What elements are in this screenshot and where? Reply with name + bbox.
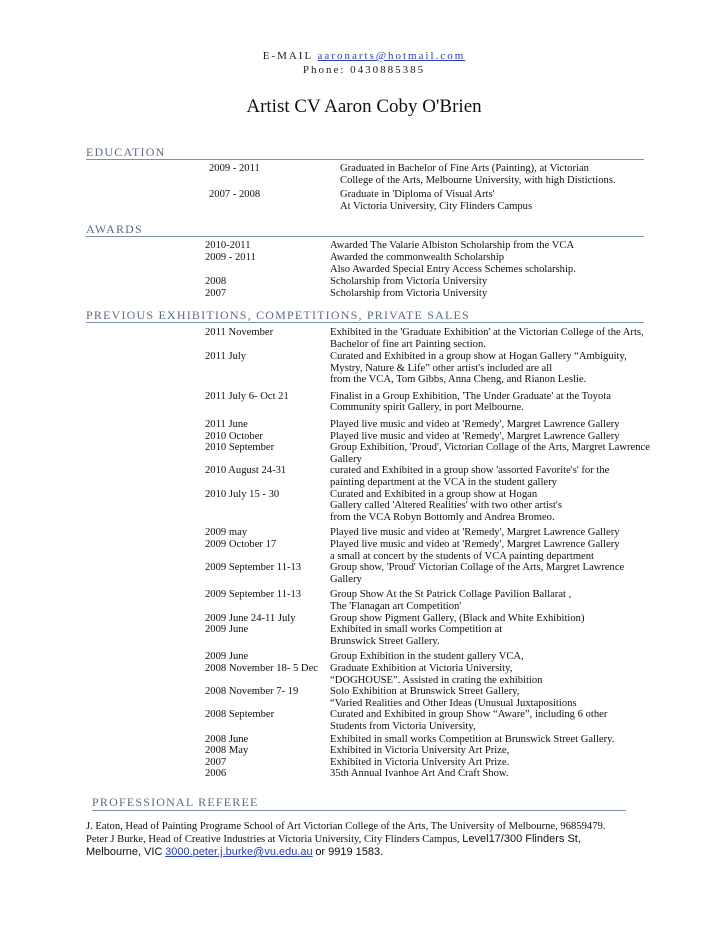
entry-date: 2011 June <box>205 419 248 430</box>
entry-text: Exhibited in small works Competition at Brunswick Street Gallery. <box>330 733 615 745</box>
entry-date: 2010 September <box>205 442 275 454</box>
entry-text: Played live music and video at 'Remedy', Margret Lawrence Gallery <box>330 539 620 550</box>
entry-date: 2008 November 18- 5 Dec <box>205 663 318 674</box>
entry-text: from the VCA Robyn Bottomly and Andrea Bromeo. <box>330 511 555 523</box>
exhibitions-heading: PREVIOUS EXHIBITIONS, COMPETITIONS, PRIVATE SALES <box>86 308 470 322</box>
entry-text: curated and Exhibited in a group show 'assorted Favorite's' for the <box>330 465 610 477</box>
entry-text: Bachelor of fine art Painting section. <box>330 338 486 350</box>
entry-date: 2006 <box>205 768 227 780</box>
entry-text: Gallery <box>330 573 362 585</box>
entry-text: Awarded The Valarie Albiston Scholarship from the VCA <box>330 240 575 251</box>
entry-date: 2007 - 2008 <box>209 189 261 200</box>
entry-text: painting department at the VCA in the student gallery <box>330 477 557 488</box>
referee-line-3 <box>86 846 644 859</box>
entry-text: Solo Exhibition at Brunswick Street Gallery, <box>330 686 520 698</box>
referee-heading: PROFESSIONAL REFEREE <box>92 795 259 809</box>
entry-text: Community spirit Gallery, in port Melbourne. <box>330 402 524 414</box>
entry-text: Played live music and video at 'Remedy', Margret Lawrence Gallery <box>330 419 620 430</box>
entry-date: 2009 - 2011 <box>209 163 260 174</box>
education-divider <box>86 159 644 160</box>
entry-text: Gallery called 'Altered Realities' with two other artist's <box>330 500 562 512</box>
entry-date: 2009 June 24-11 July <box>205 612 296 624</box>
referee-email-link[interactable]: 3000.peter.j.burke@vu.edu.au <box>165 846 313 858</box>
entry-date: 2008 <box>205 276 227 287</box>
entry-text: Played live music and video at 'Remedy', Margret Lawrence Gallery <box>330 527 620 539</box>
entry-text: Group Exhibition in the student gallery VCA, <box>330 651 524 663</box>
entry-text: a small at concert by the students of VCA painting department <box>330 550 595 562</box>
entry-text: Mystry, Nature & Life” other artist's included are all <box>330 362 553 374</box>
entry-date: 2008 May <box>205 745 249 757</box>
entry-date: 2008 June <box>205 733 249 745</box>
entry-date: 2008 September <box>205 709 275 721</box>
awards-divider <box>86 236 644 237</box>
entry-text: At Victoria University, City Flinders Campus <box>340 201 533 212</box>
entry-text: Graduated in Bachelor of Fine Arts (Painting), at Victorian <box>340 163 589 174</box>
referee-text <box>86 820 644 859</box>
entry-text: The 'Flanagan art Competition' <box>330 601 462 612</box>
entry-text: Curated and Exhibited in a group show at Hogan Gallery “Ambiguity, <box>330 351 627 362</box>
entry-text: Exhibited in small works Competition at <box>330 624 503 636</box>
entry-text: Graduate Exhibition at Victoria University, <box>330 663 513 674</box>
entry-date: 2008 November 7- 19 <box>205 686 299 698</box>
entry-date: 2007 <box>205 756 227 768</box>
contact-phone-line <box>0 64 728 76</box>
entry-date: 2010 October <box>205 430 263 442</box>
entry-text: Exhibited in the 'Graduate Exhibition' at the Victorian College of the Arts, <box>330 327 644 338</box>
awards-heading: AWARDS <box>86 222 143 236</box>
contact-email-line <box>0 50 728 62</box>
email-link[interactable]: aaronarts@hotmail.com <box>317 50 466 62</box>
entry-text: College of the Arts, Melbourne University, with high Distictions. <box>340 175 616 186</box>
referee-address: Level17/300 Flinders St, <box>462 833 581 845</box>
entry-date: 2009 - 2011 <box>205 252 256 263</box>
entry-text: Curated and Exhibited in group Show “Aware”, including 6 other <box>330 709 608 721</box>
entry-text: Group show Pigment Gallery, (Black and White Exhibition) <box>330 612 585 624</box>
entry-text: Group show, 'Proud' Victorian Collage of the Arts, Margret Lawrence <box>330 562 625 574</box>
email-label: E-MAIL <box>262 50 313 62</box>
entry-date: 2010 August 24-31 <box>205 465 287 477</box>
entry-date: 2010 July 15 - 30 <box>205 488 280 500</box>
page-title: Artist CV Aaron Coby O'Brien <box>246 96 482 117</box>
referee-line-2-text: Peter J Burke, Head of Creative Industries at Victoria University, City Flinders Campus, <box>86 834 460 845</box>
entry-text: Exhibited in Victoria University Art Prize, <box>330 745 510 757</box>
entry-date: 2011 July <box>205 351 247 362</box>
referee-line-1: J. Eaton, Head of Painting Programe School of Art Victorian College of the Arts, The University of Melbourne, 96859479. <box>86 821 606 832</box>
entry-date: 2009 October 17 <box>205 539 277 550</box>
entry-date: 2010-2011 <box>205 240 251 251</box>
entry-text: 35th Annual Ivanhoe Art And Craft Show. <box>330 768 509 780</box>
entry-text: Scholarship from Victoria University <box>330 276 488 287</box>
entry-text: Graduate in 'Diploma of Visual Arts' <box>340 189 495 200</box>
entry-text: “Varied Realities and Other Ideas (Unusual Juxtapositions <box>330 697 577 709</box>
referee-city: Melbourne, VIC <box>86 846 163 858</box>
entry-text: Group Show At the St Patrick Collage Pavilion Ballarat , <box>330 589 572 601</box>
entry-text: Curated and Exhibited in a group show at Hogan <box>330 488 538 500</box>
entry-text: Brunswick Street Gallery. <box>330 635 440 647</box>
entry-date: 2009 may <box>205 527 248 539</box>
entry-text: Finalist in a Group Exhibition, 'The Under Graduate' at the Toyota <box>330 390 611 402</box>
referee-phone: or 9919 1583. <box>315 846 384 858</box>
entry-text: Group Exhibition, 'Proud', Victorian Collage of the Arts, Margret Lawrence <box>330 442 650 454</box>
entry-text: from the VCA, Tom Gibbs, Anna Cheng, and Rianon Leslie. <box>330 374 587 386</box>
entry-text: Exhibited in Victoria University Art Prize. <box>330 756 510 768</box>
entry-date: 2009 June <box>205 651 249 663</box>
phone-label: Phone: <box>302 64 346 76</box>
entry-text: Also Awarded Special Entry Access Schemes scholarship. <box>330 264 576 275</box>
exhibitions-divider <box>86 322 644 323</box>
education-heading: EDUCATION <box>86 145 166 159</box>
referee-divider <box>92 810 626 811</box>
entry-date: 2007 <box>205 288 227 299</box>
phone-number: 0430885385 <box>350 64 426 76</box>
entry-date: 2009 September 11-13 <box>205 589 302 601</box>
entry-date: 2011 November <box>205 327 274 338</box>
entry-text: Awarded the commonwealth Scholarship <box>330 252 505 263</box>
entry-date: 2009 September 11-13 <box>205 562 302 574</box>
entry-text: Students from Victoria University, <box>330 721 476 732</box>
entry-text: Played live music and video at 'Remedy', Margret Lawrence Gallery <box>330 430 620 442</box>
entry-text: Scholarship from Victoria University <box>330 288 488 299</box>
referee-line-2 <box>86 833 644 846</box>
entry-date: 2009 June <box>205 624 249 636</box>
entry-date: 2011 July 6- Oct 21 <box>205 390 289 402</box>
entry-text: “DOGHOUSE”. Assisted in crating the exhibition <box>330 674 543 686</box>
entry-text: Gallery <box>330 453 362 465</box>
